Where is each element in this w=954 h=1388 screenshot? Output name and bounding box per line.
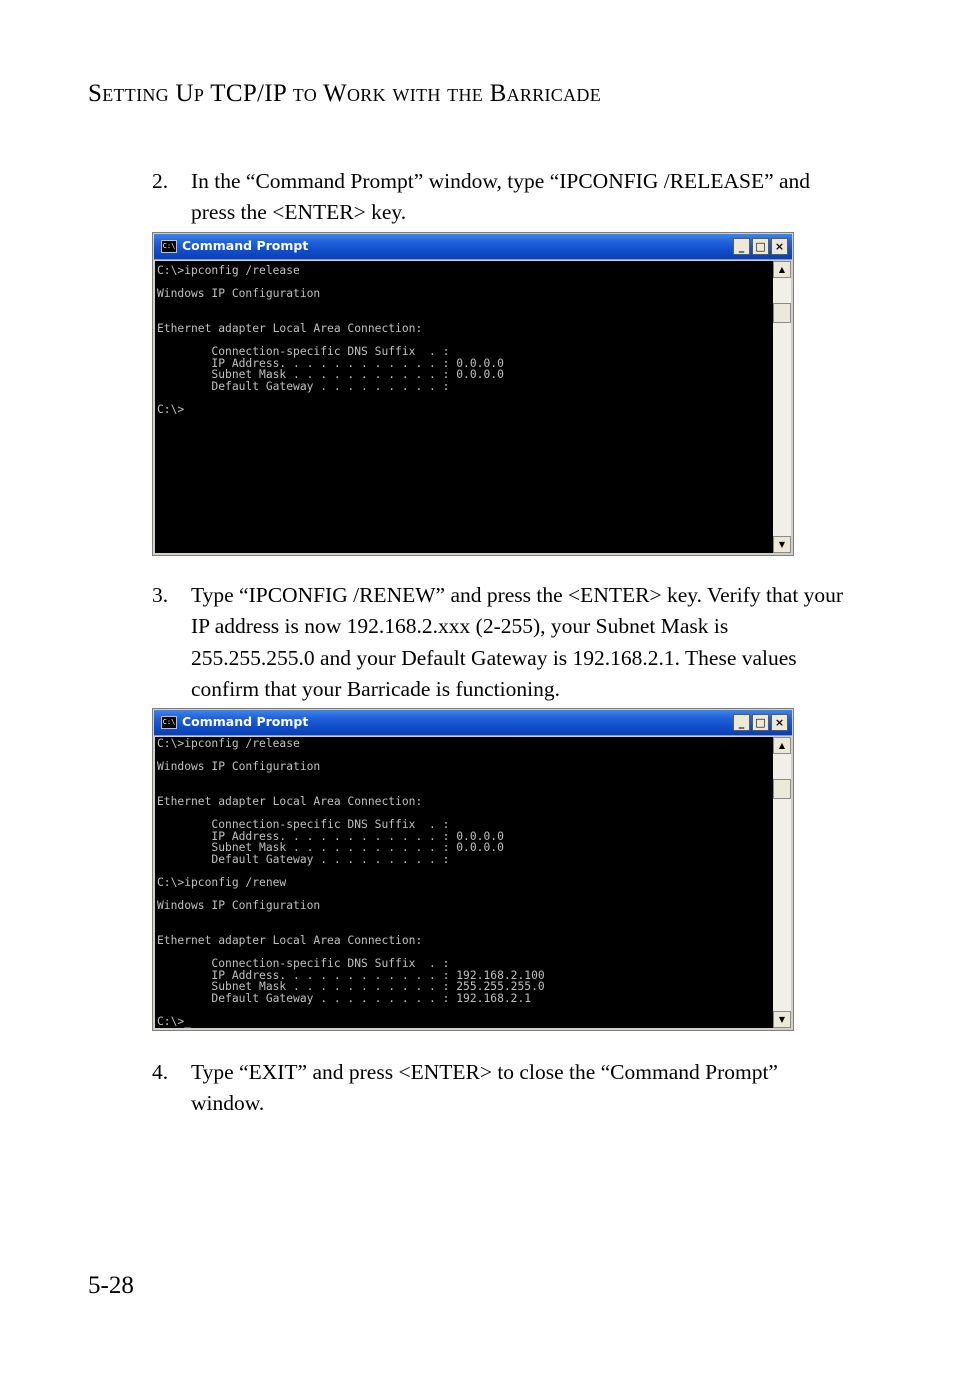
console-output[interactable] [155,261,773,553]
console-output[interactable] [155,737,773,1028]
maximize-button[interactable]: □ [752,714,769,731]
step-3 [152,580,852,705]
command-prompt-icon: C:\ [161,240,177,253]
window-title: Command Prompt [182,238,309,253]
command-prompt-window-renew [152,708,794,1031]
step-text: In the “Command Prompt” window, type “IPCONFIG /RELEASE” and press the <ENTER> key. [191,169,811,225]
minimize-button[interactable]: _ [733,238,750,255]
step-text: Type “EXIT” and press <ENTER> to close the “Command Prompt” window. [191,1060,778,1116]
scroll-thumb[interactable] [773,303,791,323]
close-button[interactable]: × [771,238,788,255]
step-number: 4. [152,1060,169,1084]
scroll-up-arrow-icon[interactable]: ▲ [773,261,791,278]
console-text: C:\>ipconfig /release Windows IP Configuration Ethernet adapter Local Area Connection: Connection-specific DNS Suffix . : IP Address. . . . . . . . . . . . : 0.0.0.0 Subnet Mask . . . . . . . . . . . : 0.0.0.0 Default Gateway . . . . . . . . . : C:\>ipconfig /renew Windows IP Configuration Ethernet adapter Local Area Connection: Connection-specific DNS Suffix . : IP Address. . . . . . . . . . . . : 192.168.2.100 Subnet Mask . . . . . . . . . . . : 255.255.255.0 Default Gateway . . . . . . . . . : 192.168.2.1 C:\>_ [157,737,545,1028]
running-header: Setting Up TCP/IP to Work with the Barricade [88,80,602,107]
vertical-scrollbar[interactable] [773,261,791,553]
close-button[interactable]: × [771,714,788,731]
step-number: 3. [152,583,169,607]
step-2 [152,166,852,229]
scroll-down-arrow-icon[interactable]: ▼ [773,536,791,553]
step-number: 2. [152,169,169,193]
command-prompt-icon: C:\ [161,716,177,729]
minimize-button[interactable]: _ [733,714,750,731]
command-prompt-window-release [152,232,794,556]
maximize-button[interactable]: □ [752,238,769,255]
window-title: Command Prompt [182,714,309,729]
step-4 [152,1057,852,1120]
scroll-thumb[interactable] [773,779,791,799]
console-text: C:\>ipconfig /release Windows IP Configuration Ethernet adapter Local Area Connection: Connection-specific DNS Suffix . : IP Address. . . . . . . . . . . . : 0.0.0.0 Subnet Mask . . . . . . . . . . . : 0.0.0.0 Default Gateway . . . . . . . . . : C:\> [157,264,504,417]
scroll-down-arrow-icon[interactable]: ▼ [773,1011,791,1028]
page-number: 5-28 [88,1272,134,1299]
window-titlebar[interactable] [154,234,792,260]
step-text: Type “IPCONFIG /RENEW” and press the <ENTER> key. Verify that your IP address is now 192.168.2.xxx (2-255), your Subnet Mask is 255.255.255.0 and your Default Gateway is 192.168.2.1. These values confirm that your Barricade is functioning. [191,583,844,701]
vertical-scrollbar[interactable] [773,737,791,1028]
scroll-up-arrow-icon[interactable]: ▲ [773,737,791,754]
window-titlebar[interactable] [154,710,792,736]
